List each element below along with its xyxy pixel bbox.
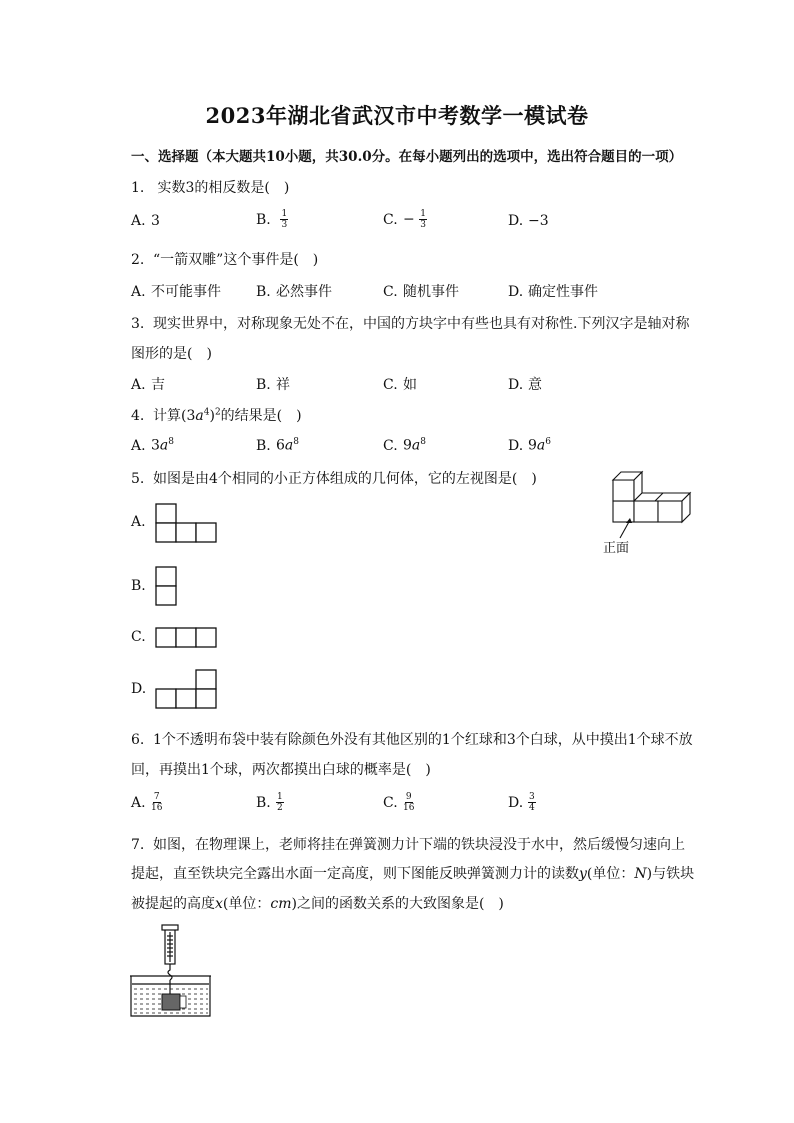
- question-3-line-2: 图形的是( ): [131, 346, 212, 362]
- q5-option-c-label: C.: [131, 629, 146, 645]
- question-number: 1.: [131, 180, 145, 196]
- question-2: 2. “一箭双雕”这个事件是( ): [131, 252, 319, 268]
- q2-option-c: C. 随机事件: [383, 284, 459, 300]
- q3-option-a: A. 吉: [131, 377, 165, 393]
- q1-option-a: A. 3: [131, 213, 160, 229]
- section-heading: 一、选择题（本大题共10小题，共30.0分。在每小题列出的选项中，选出符合题目的一项）: [131, 149, 683, 165]
- question-5: 5. 如图是由4个相同的小正方体组成的几何体，它的左视图是( ): [131, 471, 537, 487]
- question-6: 6. 1个不透明布袋中装有除颜色外没有其他区别的1个红球和3个白球，从中摸出1个球不放: [131, 732, 693, 748]
- q2-option-a: A. 不可能事件: [131, 284, 221, 300]
- q3-option-c: C. 如: [383, 377, 417, 393]
- question-7: 7. 如图，在物理课上，老师将挂在弹簧测力计下端的铁块浸没于水中，然后缓慢匀速向上: [131, 837, 685, 853]
- question-text: 实数3的相反数是( ): [157, 180, 290, 196]
- question-6-line-2: 回，再摸出1个球，两次都摸出白球的概率是( ): [131, 762, 431, 778]
- cubes-figure: [600, 468, 700, 528]
- q5-option-d-label: D.: [131, 681, 147, 697]
- q5-option-b-figure: [155, 566, 177, 606]
- question-3: 3. 现实世界中，对称现象无处不在，中国的方块字中有些也具有对称性.下列汉字是轴对称: [131, 316, 690, 332]
- fraction: $\frac{1}{3}$: [281, 209, 288, 230]
- page-title: 2023年湖北省武汉市中考数学一模试卷: [205, 103, 589, 128]
- q5-option-a-label: A.: [131, 514, 146, 530]
- q4-option-a: A. $3a^8$: [131, 437, 175, 454]
- q4-option-b: B. $6a^8$: [256, 437, 300, 454]
- q3-option-d: D. 意: [508, 377, 542, 393]
- spring-scale-figure: [130, 922, 212, 1020]
- q2-option-d: D. 确定性事件: [508, 284, 598, 300]
- question-4: 4. 计算$(3a^4)^2$的结果是( ): [131, 407, 302, 424]
- front-label: 正面: [603, 541, 630, 556]
- question-1: [131, 177, 289, 197]
- q5-option-d-figure: [155, 669, 217, 709]
- q4-option-d: D. $9a^6$: [508, 437, 552, 454]
- q3-option-b: B. 祥: [256, 377, 290, 393]
- q5-option-c-figure: [155, 627, 217, 648]
- fraction: $\frac{1}{3}$: [420, 209, 426, 230]
- question-7-line-3: 被提起的高度x(单位：cm)之间的函数关系的大致图象是( ): [131, 896, 504, 912]
- q2-option-b: B. 必然事件: [256, 284, 332, 300]
- q1-option-c: C. − $\frac{1}{3}$: [383, 209, 426, 230]
- q6-option-b: B. $\frac{1}{2}$: [256, 792, 283, 813]
- q5-option-a-figure: [155, 503, 217, 543]
- q1-option-d: D. −3: [508, 213, 549, 229]
- q5-option-b-label: B.: [131, 578, 146, 594]
- q6-option-d: D. $\frac{3}{4}$: [508, 792, 535, 813]
- q6-option-a: A. $\frac{7}{16}$: [131, 792, 163, 813]
- q6-option-c: C. $\frac{9}{16}$: [383, 792, 415, 813]
- question-7-line-2: 提起，直至铁块完全露出水面一定高度，则下图能反映弹簧测力计的读数y(单位：N)与铁块: [131, 866, 695, 882]
- q1-option-b: B. $\frac{1}{3}$: [256, 209, 288, 230]
- q4-option-c: C. $9a^8$: [383, 437, 427, 454]
